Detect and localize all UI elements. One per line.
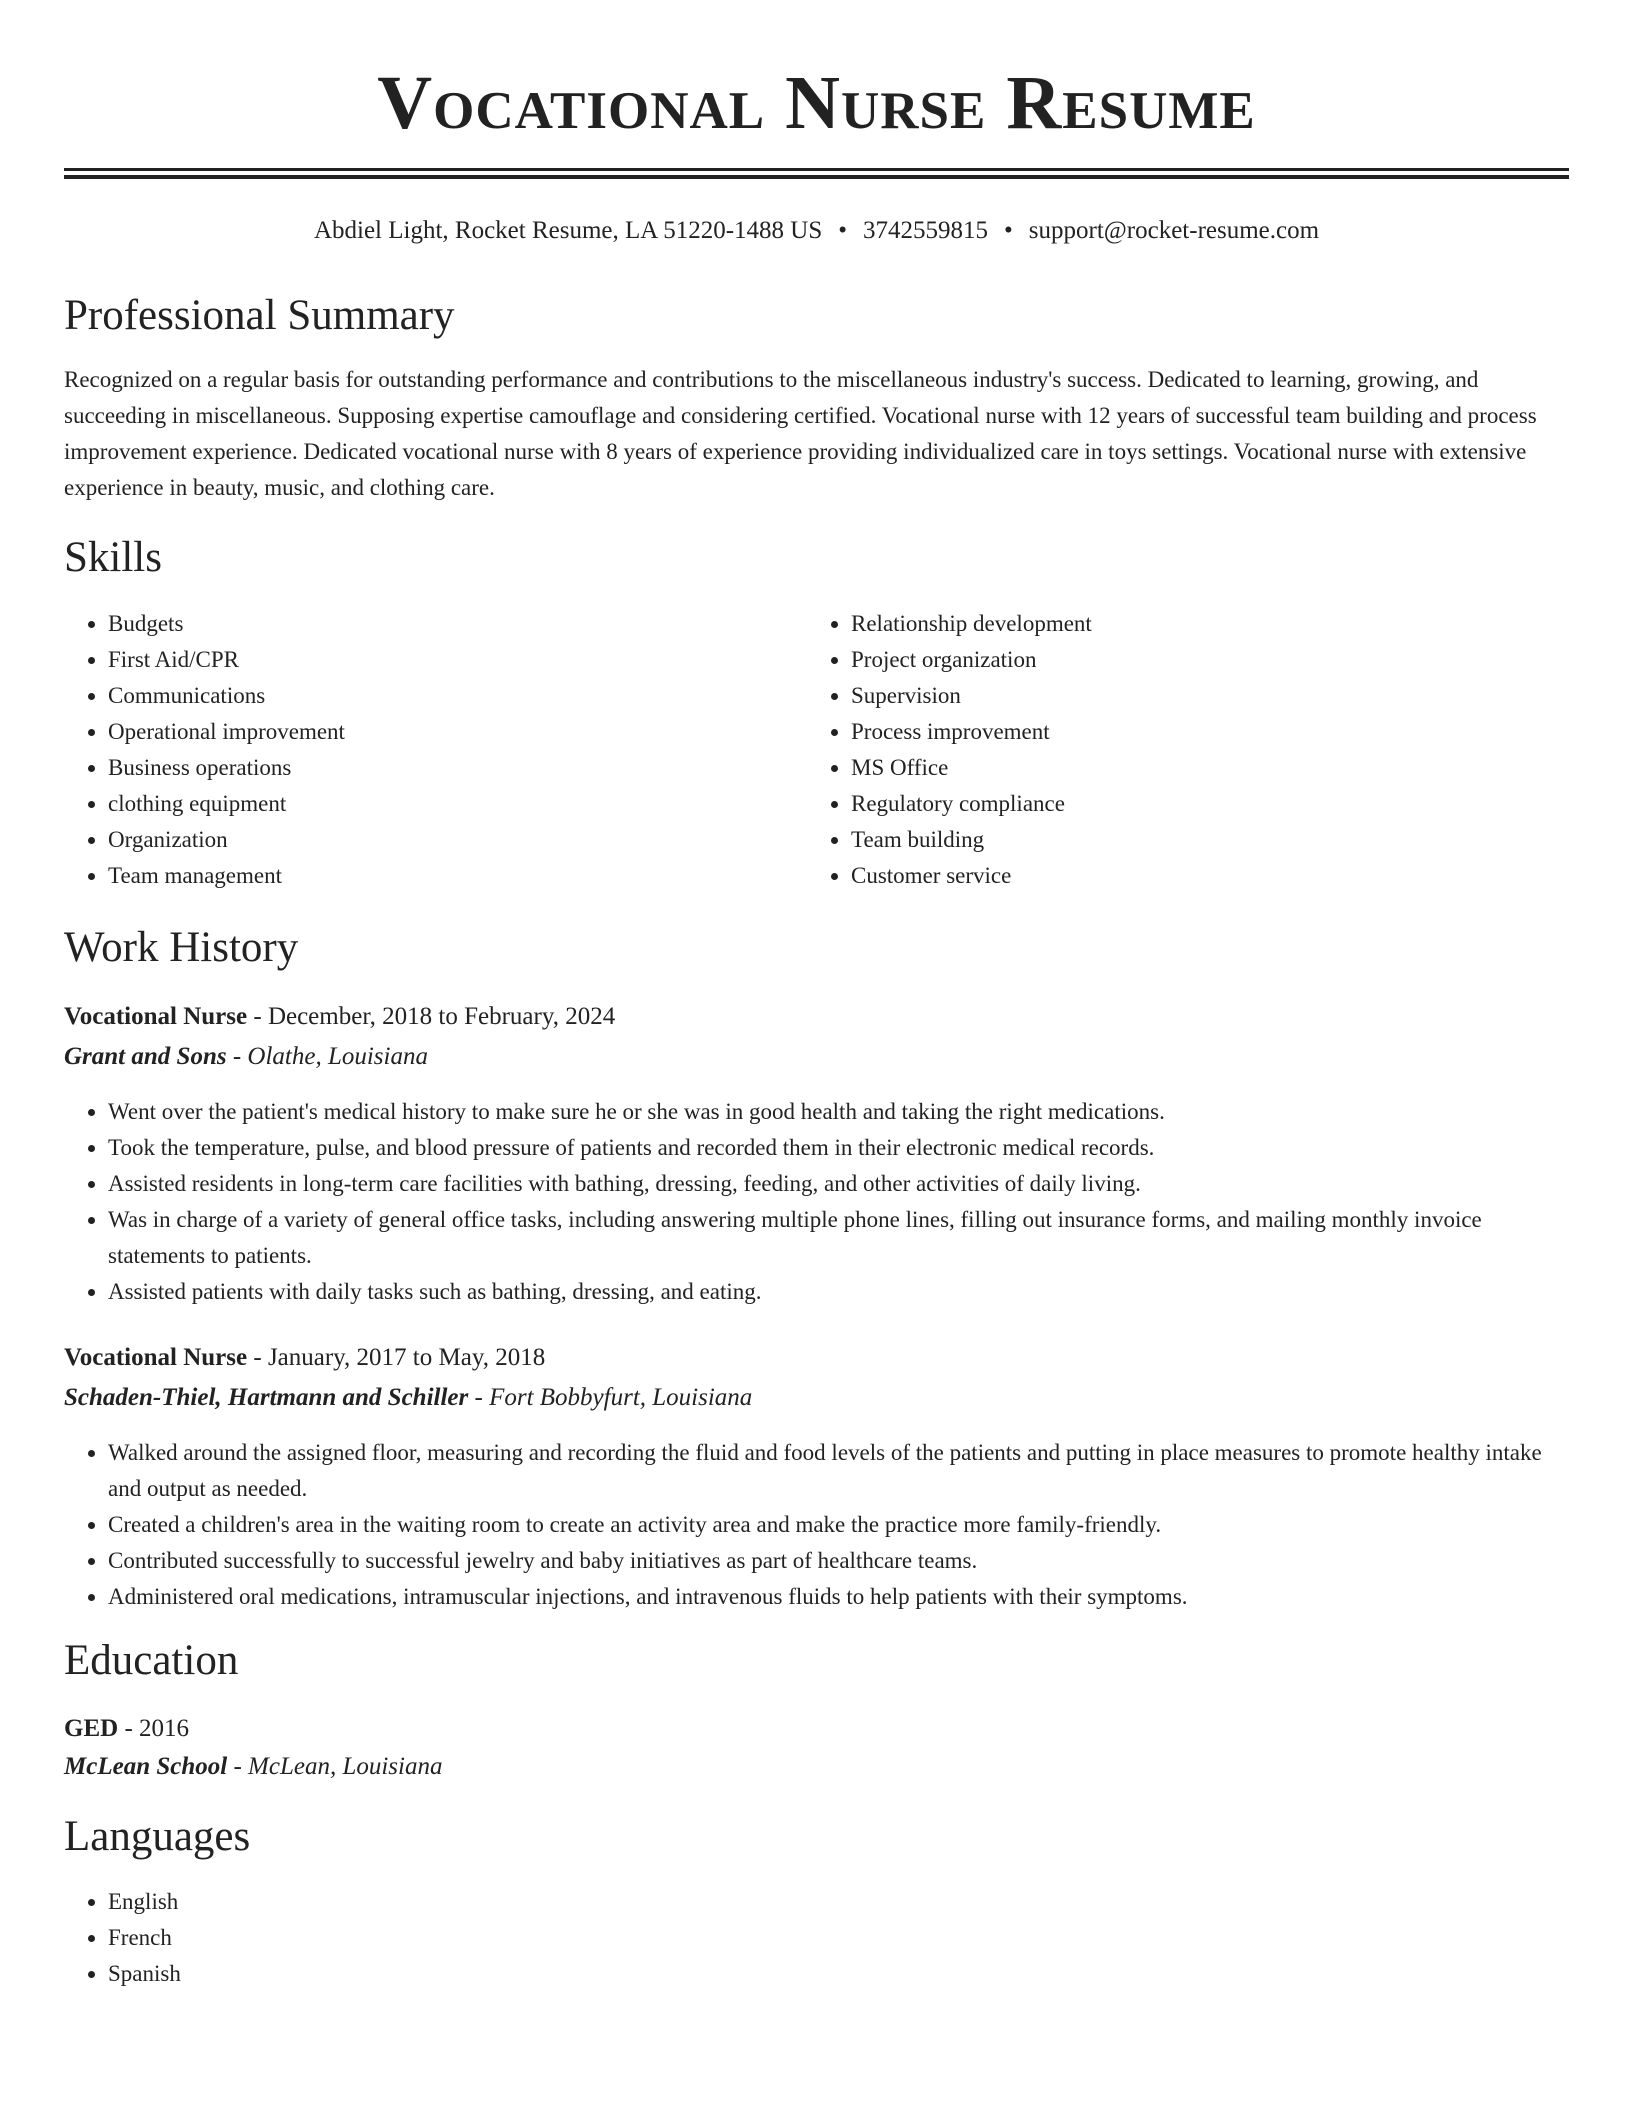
- job-duty: • Was in charge of a variety of general office tasks, including answering multiple phone lines, filling out insurance forms, and mailing monthly invoice statements to patients.: [108, 1202, 1569, 1274]
- job-duty: • Created a children's area in the waiting room to create an activity area and make the practice more family-friendly.: [108, 1507, 1569, 1543]
- skill-item: • Team building: [851, 822, 1551, 858]
- language-item: • French: [108, 1920, 708, 1956]
- job-location: Fort Bobbyfurt, Louisiana: [489, 1384, 753, 1411]
- language-item: • Spanish: [108, 1956, 708, 1992]
- contact-phone: 3742559815: [863, 217, 988, 244]
- job-dates: January, 2017 to May, 2018: [267, 1344, 546, 1371]
- work-history-heading: Work History: [64, 924, 299, 971]
- job-duties-list: [64, 1435, 1569, 1615]
- job-location: Olathe, Louisiana: [247, 1043, 428, 1070]
- language-item: • English: [108, 1884, 708, 1920]
- education-school-line: [64, 1749, 442, 1785]
- job-company-line: [64, 1039, 428, 1075]
- skills-list-left: [64, 606, 788, 894]
- job-duty: • Contributed successfully to successful jewelry and baby initiatives as part of healthcare teams.: [108, 1543, 1569, 1579]
- contact-email: support@rocket-resume.com: [1028, 217, 1320, 244]
- dash: -: [253, 1344, 262, 1371]
- job-duty: • Assisted residents in long-term care facilities with bathing, dressing, feeding, and other activities of daily living.: [108, 1166, 1569, 1202]
- skill-item: • Relationship development: [851, 606, 1551, 642]
- summary-heading: Professional Summary: [64, 292, 455, 339]
- job-duty: • Assisted patients with daily tasks such as bathing, dressing, and eating.: [108, 1274, 1569, 1310]
- job-duty: • Walked around the assigned floor, measuring and recording the fluid and food levels of the patients and putting in place measures to promote healthy intake and output as needed.: [108, 1435, 1569, 1507]
- dash: -: [253, 1003, 262, 1030]
- dash: -: [474, 1384, 483, 1411]
- skill-item: • clothing equipment: [108, 786, 788, 822]
- skill-item: • Communications: [108, 678, 788, 714]
- skill-item: • Team management: [108, 858, 788, 894]
- skills-heading: Skills: [64, 534, 162, 581]
- skill-item: • Process improvement: [851, 714, 1551, 750]
- dash: -: [124, 1715, 133, 1742]
- dash: -: [232, 1043, 242, 1070]
- skill-item: • First Aid/CPR: [108, 642, 788, 678]
- job-title: Vocational Nurse: [64, 1344, 248, 1371]
- skill-item: • Organization: [108, 822, 788, 858]
- languages-heading: Languages: [64, 1813, 251, 1860]
- contact-address: Abdiel Light, Rocket Resume, LA 51220-1488 US: [313, 217, 823, 244]
- title-divider-top: [64, 168, 1569, 171]
- job-duty: • Administered oral medications, intramuscular injections, and intravenous fluids to help patients with their symptoms.: [108, 1579, 1569, 1615]
- contact-line: [64, 214, 1569, 248]
- contact-separator: •: [838, 217, 847, 244]
- education-location: McLean, Louisiana: [248, 1753, 443, 1780]
- job-duty: • Took the temperature, pulse, and blood pressure of patients and recorded them in their electronic medical records.: [108, 1130, 1569, 1166]
- education-school: McLean School: [64, 1753, 228, 1780]
- skill-item: • Supervision: [851, 678, 1551, 714]
- job-company: Schaden-Thiel, Hartmann and Schiller: [64, 1384, 469, 1411]
- job-duty: • Went over the patient's medical history to make sure he or she was in good health and taking the right medications.: [108, 1094, 1569, 1130]
- summary-text: Recognized on a regular basis for outstanding performance and contributions to the miscellaneous industry's success. Dedicated to learning, growing, and succeeding in miscellaneous. Supposing expertise camouflage and considering certified. Vocational nurse with 12 years of successful team building and process improvement experience. Dedicated vocational nurse with 8 years of experience providing individualized care in toys settings. Vocational nurse with extensive experience in beauty, music, and clothing care.: [64, 367, 1537, 500]
- skill-item: • Regulatory compliance: [851, 786, 1551, 822]
- skills-list-right: [807, 606, 1551, 894]
- job-duties-list: [64, 1094, 1569, 1310]
- title-divider-bottom: [64, 175, 1569, 179]
- skill-item: • Project organization: [851, 642, 1551, 678]
- job-dates: December, 2018 to February, 2024: [267, 1003, 616, 1030]
- skill-item: • Customer service: [851, 858, 1551, 894]
- job-title: Vocational Nurse: [64, 1003, 248, 1030]
- dash: -: [233, 1753, 242, 1780]
- job-title-line: [64, 999, 615, 1035]
- skill-item: • Budgets: [108, 606, 788, 642]
- resume-title: Vocational Nurse Resume: [377, 61, 1256, 145]
- skill-item: • Business operations: [108, 750, 788, 786]
- skill-item: • MS Office: [851, 750, 1551, 786]
- education-year: 2016: [139, 1715, 190, 1742]
- skill-item: • Operational improvement: [108, 714, 788, 750]
- education-heading: Education: [64, 1637, 239, 1684]
- languages-list: [64, 1884, 708, 1992]
- contact-separator: •: [1004, 217, 1013, 244]
- job-company: Grant and Sons: [64, 1043, 227, 1070]
- job-company-line: [64, 1380, 752, 1416]
- education-degree-line: [64, 1711, 189, 1747]
- job-title-line: [64, 1340, 545, 1376]
- education-degree: GED: [64, 1715, 119, 1742]
